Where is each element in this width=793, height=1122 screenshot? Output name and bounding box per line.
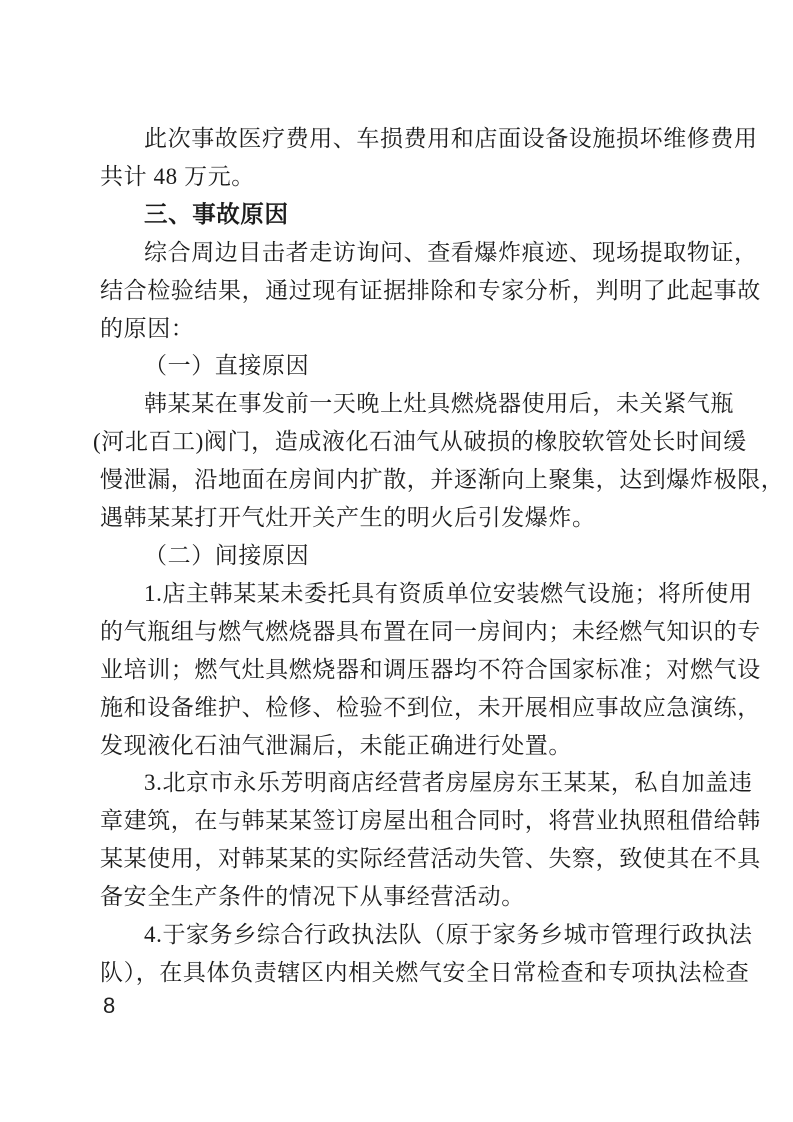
- text-line: 队），在具体负责辖区内相关燃气安全日常检查和专项执法检查: [100, 959, 750, 985]
- text-line: 遇韩某某打开气灶开关产生的明火后引发爆炸。: [100, 505, 596, 531]
- text-line: 发现液化石油气泄漏后，未能正确进行处置。: [100, 732, 572, 758]
- text-line: 业培训；燃气灶具燃烧器和调压器均不符合国家标准；对燃气设: [100, 656, 761, 682]
- text-line: 的原因：: [100, 315, 195, 341]
- text-line: (河北百工)阀门，造成液化石油气从破损的橡胶软管处长时间缓: [93, 429, 747, 455]
- subsection-heading: （一）直接原因: [144, 353, 310, 379]
- text-line: 共计 48 万元。: [100, 163, 255, 189]
- text-line: 结合检验结果，通过现有证据排除和专家分析，判明了此起事故: [100, 277, 761, 303]
- text-line: 综合周边目击者走访询问、查看爆炸痕迹、现场提取物证，: [144, 239, 758, 265]
- text-line: 慢泄漏，沿地面在房间内扩散，并逐渐向上聚集，达到爆炸极限，: [100, 467, 785, 493]
- text-line: 章建筑，在与韩某某签订房屋出租合同时，将营业执照租借给韩: [100, 808, 761, 834]
- text-line: 的气瓶组与燃气燃烧器具布置在同一房间内；未经燃气知识的专: [100, 618, 761, 644]
- text-line: 备安全生产条件的情况下从事经营活动。: [100, 884, 525, 910]
- subsection-heading: （二）间接原因: [144, 542, 310, 568]
- text-line: 4.于家务乡综合行政执法队（原于家务乡城市管理行政执法: [144, 922, 753, 948]
- text-line: 韩某某在事发前一天晚上灶具燃烧器使用后，未关紧气瓶: [144, 391, 734, 417]
- text-line: 3.北京市永乐芳明商店经营者房屋房东王某某，私自加盖违: [144, 770, 753, 796]
- text-line: 某某使用，对韩某某的实际经营活动失管、失察，致使其在不具: [100, 846, 761, 872]
- text-line: 1.店主韩某某未委托具有资质单位安装燃气设施；将所使用: [144, 580, 753, 606]
- text-line: 此次事故医疗费用、车损费用和店面设备设施损坏维修费用: [144, 126, 758, 151]
- page-number: 8: [103, 993, 116, 1018]
- document-body: [93, 120, 785, 992]
- section-heading: 三、事故原因: [144, 200, 289, 227]
- text-line: 施和设备维护、检修、检验不到位，未开展相应事故应急演练，: [100, 694, 761, 720]
